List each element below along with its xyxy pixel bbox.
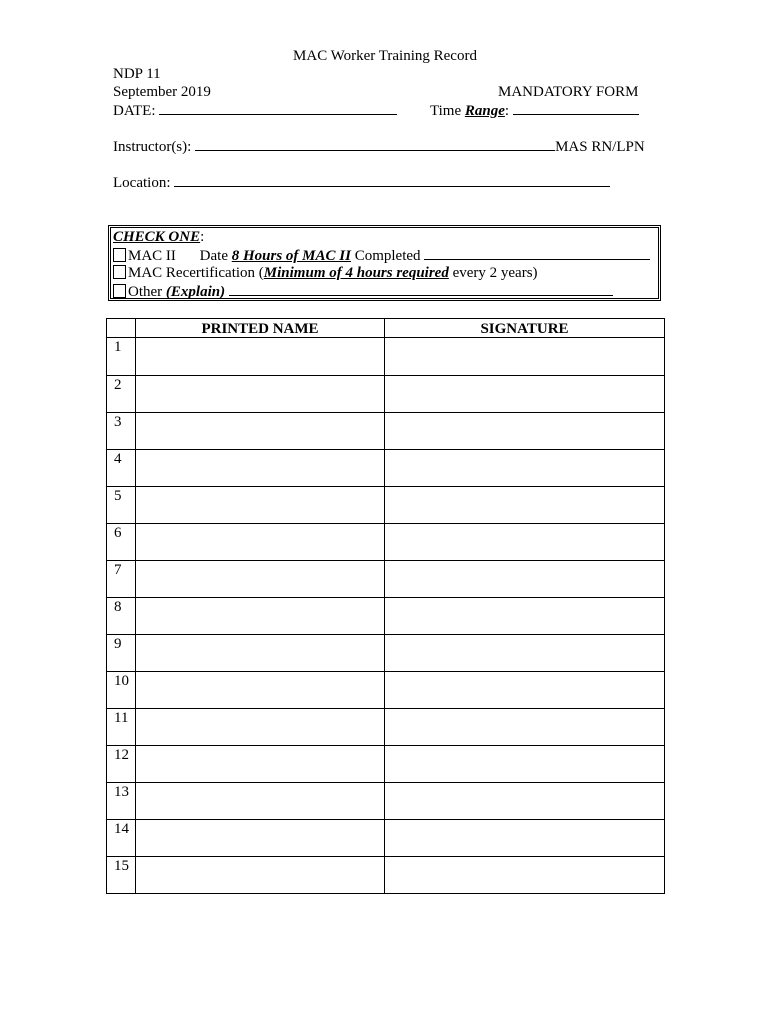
printed-name-cell[interactable] [136,524,385,561]
signature-cell[interactable] [385,820,665,857]
date-field [113,101,397,120]
row-number: 15 [107,857,136,894]
printed-name-cell[interactable] [136,672,385,709]
instructor-suffix: MAS RN/LPN [555,139,645,155]
recert-label: MAC Recertification ( [128,265,264,281]
table-row [107,598,665,635]
table-row [107,857,665,894]
signature-cell[interactable] [385,487,665,524]
table-row [107,672,665,709]
row-number: 9 [107,635,136,672]
signature-cell[interactable] [385,709,665,746]
row-number: 13 [107,783,136,820]
date-blank[interactable] [159,101,397,115]
row-number: 3 [107,413,136,450]
table-row [107,709,665,746]
table-row [107,376,665,413]
time-colon: : [504,103,510,119]
mac-ii-date-label: Date [199,248,232,264]
location-label: Location: [113,175,171,191]
time-range-blank[interactable] [513,101,639,115]
range-label: Range [464,103,505,119]
check-one-colon: : [200,229,205,245]
row-number: 1 [107,338,136,376]
table-row [107,561,665,598]
table-row [107,635,665,672]
signature-cell[interactable] [385,746,665,783]
location-field [113,173,610,192]
printed-name-cell[interactable] [136,487,385,524]
signature-cell[interactable] [385,672,665,709]
row-number: 14 [107,820,136,857]
table-row [107,487,665,524]
mac-ii-hours: 8 Hours of MAC II [231,248,351,264]
signature-cell[interactable] [385,524,665,561]
instructor-label: Instructor(s): [113,139,192,155]
row-number: 6 [107,524,136,561]
mac-ii-checkbox[interactable] [113,248,126,262]
row-number: 10 [107,672,136,709]
revision-date: September 2019 [113,84,211,100]
printed-name-cell[interactable] [136,450,385,487]
mac-ii-label: MAC II [128,248,176,264]
row-number: 2 [107,376,136,413]
number-column-header [107,319,136,338]
printed-name-header: PRINTED NAME [136,319,385,338]
recert-suffix: every 2 years) [448,265,538,281]
recertification-checkbox[interactable] [113,265,126,279]
printed-name-cell[interactable] [136,561,385,598]
table-row [107,413,665,450]
printed-name-cell[interactable] [136,709,385,746]
explain-label: (Explain) [165,284,226,300]
row-number: 4 [107,450,136,487]
row-number: 5 [107,487,136,524]
signature-cell[interactable] [385,450,665,487]
row-number: 7 [107,561,136,598]
check-one-box [108,225,661,301]
mandatory-label: MANDATORY FORM [498,84,639,100]
other-checkbox[interactable] [113,284,126,298]
option-recertification [113,264,538,282]
mac-ii-completed: Completed [350,248,421,264]
table-row [107,820,665,857]
signature-cell[interactable] [385,598,665,635]
instructor-field [113,137,645,156]
signature-cell[interactable] [385,857,665,894]
check-one-heading [113,228,204,246]
time-label: Time [430,103,465,119]
signature-cell[interactable] [385,635,665,672]
other-label: Other [128,284,166,300]
row-number: 11 [107,709,136,746]
attendee-table [106,318,665,894]
printed-name-cell[interactable] [136,635,385,672]
check-one-title: CHECK ONE [113,229,201,245]
option-mac-ii [113,246,650,265]
recert-minimum: Minimum of 4 hours required [263,265,449,281]
printed-name-cell[interactable] [136,783,385,820]
instructor-blank[interactable] [195,137,555,151]
printed-name-cell[interactable] [136,338,385,376]
table-row [107,338,665,376]
signature-header: SIGNATURE [385,319,665,338]
printed-name-cell[interactable] [136,376,385,413]
option-other [113,282,613,301]
signature-cell[interactable] [385,561,665,598]
other-explain-blank[interactable] [229,282,613,296]
table-row [107,783,665,820]
signature-cell[interactable] [385,783,665,820]
form-title: MAC Worker Training Record [293,48,477,64]
printed-name-cell[interactable] [136,598,385,635]
signature-cell[interactable] [385,376,665,413]
signature-cell[interactable] [385,413,665,450]
mac-ii-date-blank[interactable] [424,246,650,260]
row-number: 8 [107,598,136,635]
table-row [107,450,665,487]
time-range-field [430,101,639,120]
table-row [107,524,665,561]
printed-name-cell[interactable] [136,857,385,894]
location-blank[interactable] [174,173,610,187]
row-number: 12 [107,746,136,783]
printed-name-cell[interactable] [136,746,385,783]
form-id: NDP 11 [113,66,161,82]
table-row [107,746,665,783]
signature-cell[interactable] [385,338,665,376]
table-header [107,319,665,338]
printed-name-cell[interactable] [136,413,385,450]
date-label: DATE: [113,103,156,119]
printed-name-cell[interactable] [136,820,385,857]
